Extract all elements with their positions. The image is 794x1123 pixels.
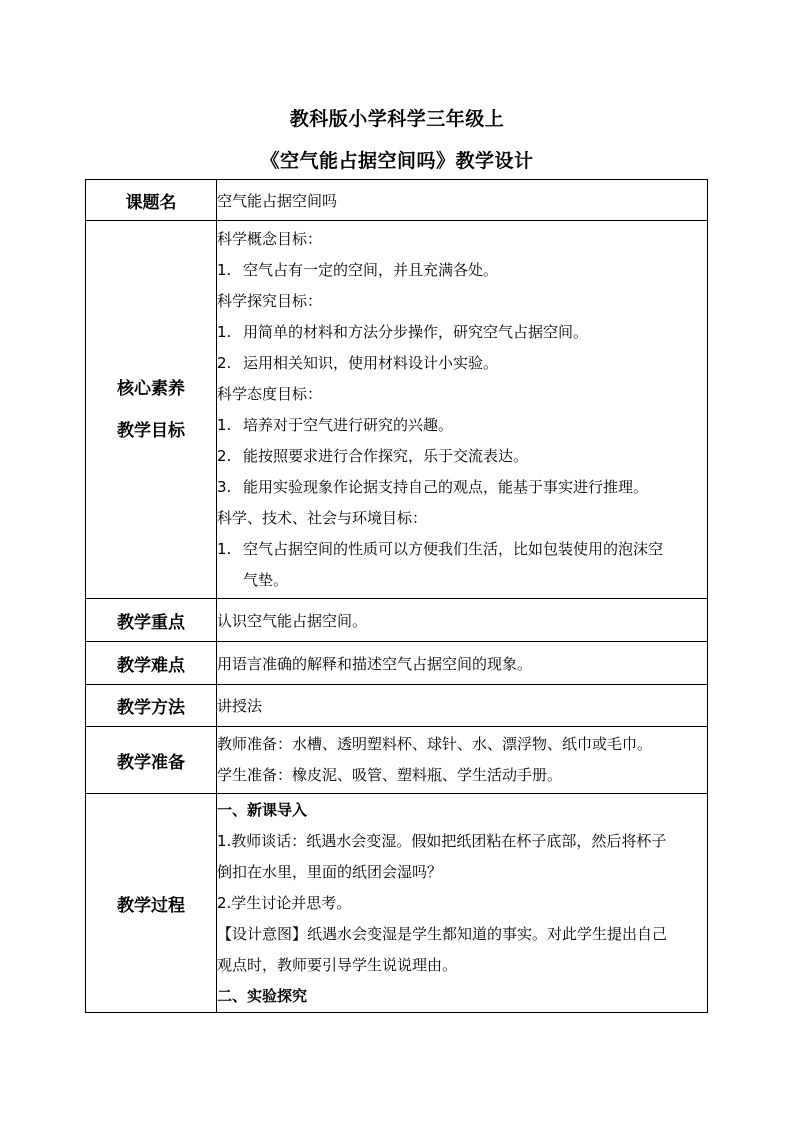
goal-heading-attitude: 科学态度目标： — [217, 385, 323, 403]
process-paragraph: 1.教师谈话：纸遇水会变湿。假如把纸团粘在杯子底部，然后将杯子 — [217, 832, 667, 850]
preparation-value — [217, 727, 708, 794]
table-row-topic — [86, 180, 708, 221]
lesson-plan-table — [85, 179, 708, 1013]
goal-item: 1. 培养对于空气进行研究的兴趣。 — [217, 416, 454, 434]
table-row-method — [86, 685, 708, 727]
key-point-value: 认识空气能占据空间。 — [217, 599, 708, 642]
topic-label: 课题名 — [86, 180, 217, 221]
doc-subtitle: 《空气能占据空间吗》教学设计 — [260, 150, 534, 172]
goal-heading-inquiry: 科学探究目标： — [217, 292, 323, 310]
goals-value — [217, 221, 708, 599]
process-paragraph: 倒扣在水里，里面的纸团会湿吗？ — [217, 863, 443, 881]
goal-item: 2. 运用相关知识，使用材料设计小实验。 — [217, 354, 499, 372]
goals-label — [86, 221, 217, 599]
process-section-title: 一、新课导入 — [217, 801, 308, 819]
table-row-preparation — [86, 727, 708, 794]
goal-item: 3. 能用实验现象作论据支持自己的观点，能基于事实进行推理。 — [217, 478, 649, 496]
preparation-label: 教学准备 — [86, 727, 217, 794]
goal-item: 1. 用简单的材料和方法分步操作，研究空气占据空间。 — [217, 323, 589, 341]
preparation-student: 学生准备：橡皮泥、吸管、塑料瓶、学生活动手册。 — [217, 766, 563, 784]
goal-item-continuation: 气垫。 — [243, 571, 289, 589]
process-section-title: 二、实验探究 — [217, 987, 308, 1005]
topic-value: 空气能占据空间吗 — [217, 180, 708, 221]
table-row-process — [86, 794, 708, 1013]
key-point-label: 教学重点 — [86, 599, 217, 642]
goal-heading-stse: 科学、技术、社会与环境目标： — [217, 509, 428, 527]
goal-item: 2. 能按照要求进行合作探究，乐于交流表达。 — [217, 447, 529, 465]
table-row-difficulty — [86, 642, 708, 685]
process-paragraph: 【设计意图】纸遇水会变湿是学生都知道的事实。对此学生提出自己 — [217, 925, 668, 943]
process-paragraph: 2.学生讨论并思考。 — [217, 894, 352, 912]
difficulty-label: 教学难点 — [86, 642, 217, 685]
table-row-goals — [86, 221, 708, 599]
goals-label-line2: 教学目标 — [117, 420, 185, 441]
table-row-key-point — [86, 599, 708, 642]
method-value: 讲授法 — [217, 685, 708, 727]
goal-item: 1. 空气占据空间的性质可以方便我们生活，比如包装使用的泡沫空 — [217, 540, 664, 558]
method-label: 教学方法 — [86, 685, 217, 727]
goals-label-line1: 核心素养 — [117, 378, 185, 399]
doc-title: 教科版小学科学三年级上 — [289, 108, 505, 130]
process-paragraph: 观点时，教师要引导学生说说理由。 — [217, 956, 458, 974]
process-label: 教学过程 — [86, 794, 217, 1013]
goal-item: 1. 空气占有一定的空间，并且充满各处。 — [217, 261, 499, 279]
difficulty-value: 用语言准确的解释和描述空气占据空间的现象。 — [217, 642, 708, 685]
process-value — [217, 794, 708, 1013]
goal-heading-concept: 科学概念目标： — [217, 230, 323, 248]
preparation-teacher: 教师准备：水槽、透明塑料杯、球针、水、漂浮物、纸巾或毛巾。 — [217, 735, 653, 753]
